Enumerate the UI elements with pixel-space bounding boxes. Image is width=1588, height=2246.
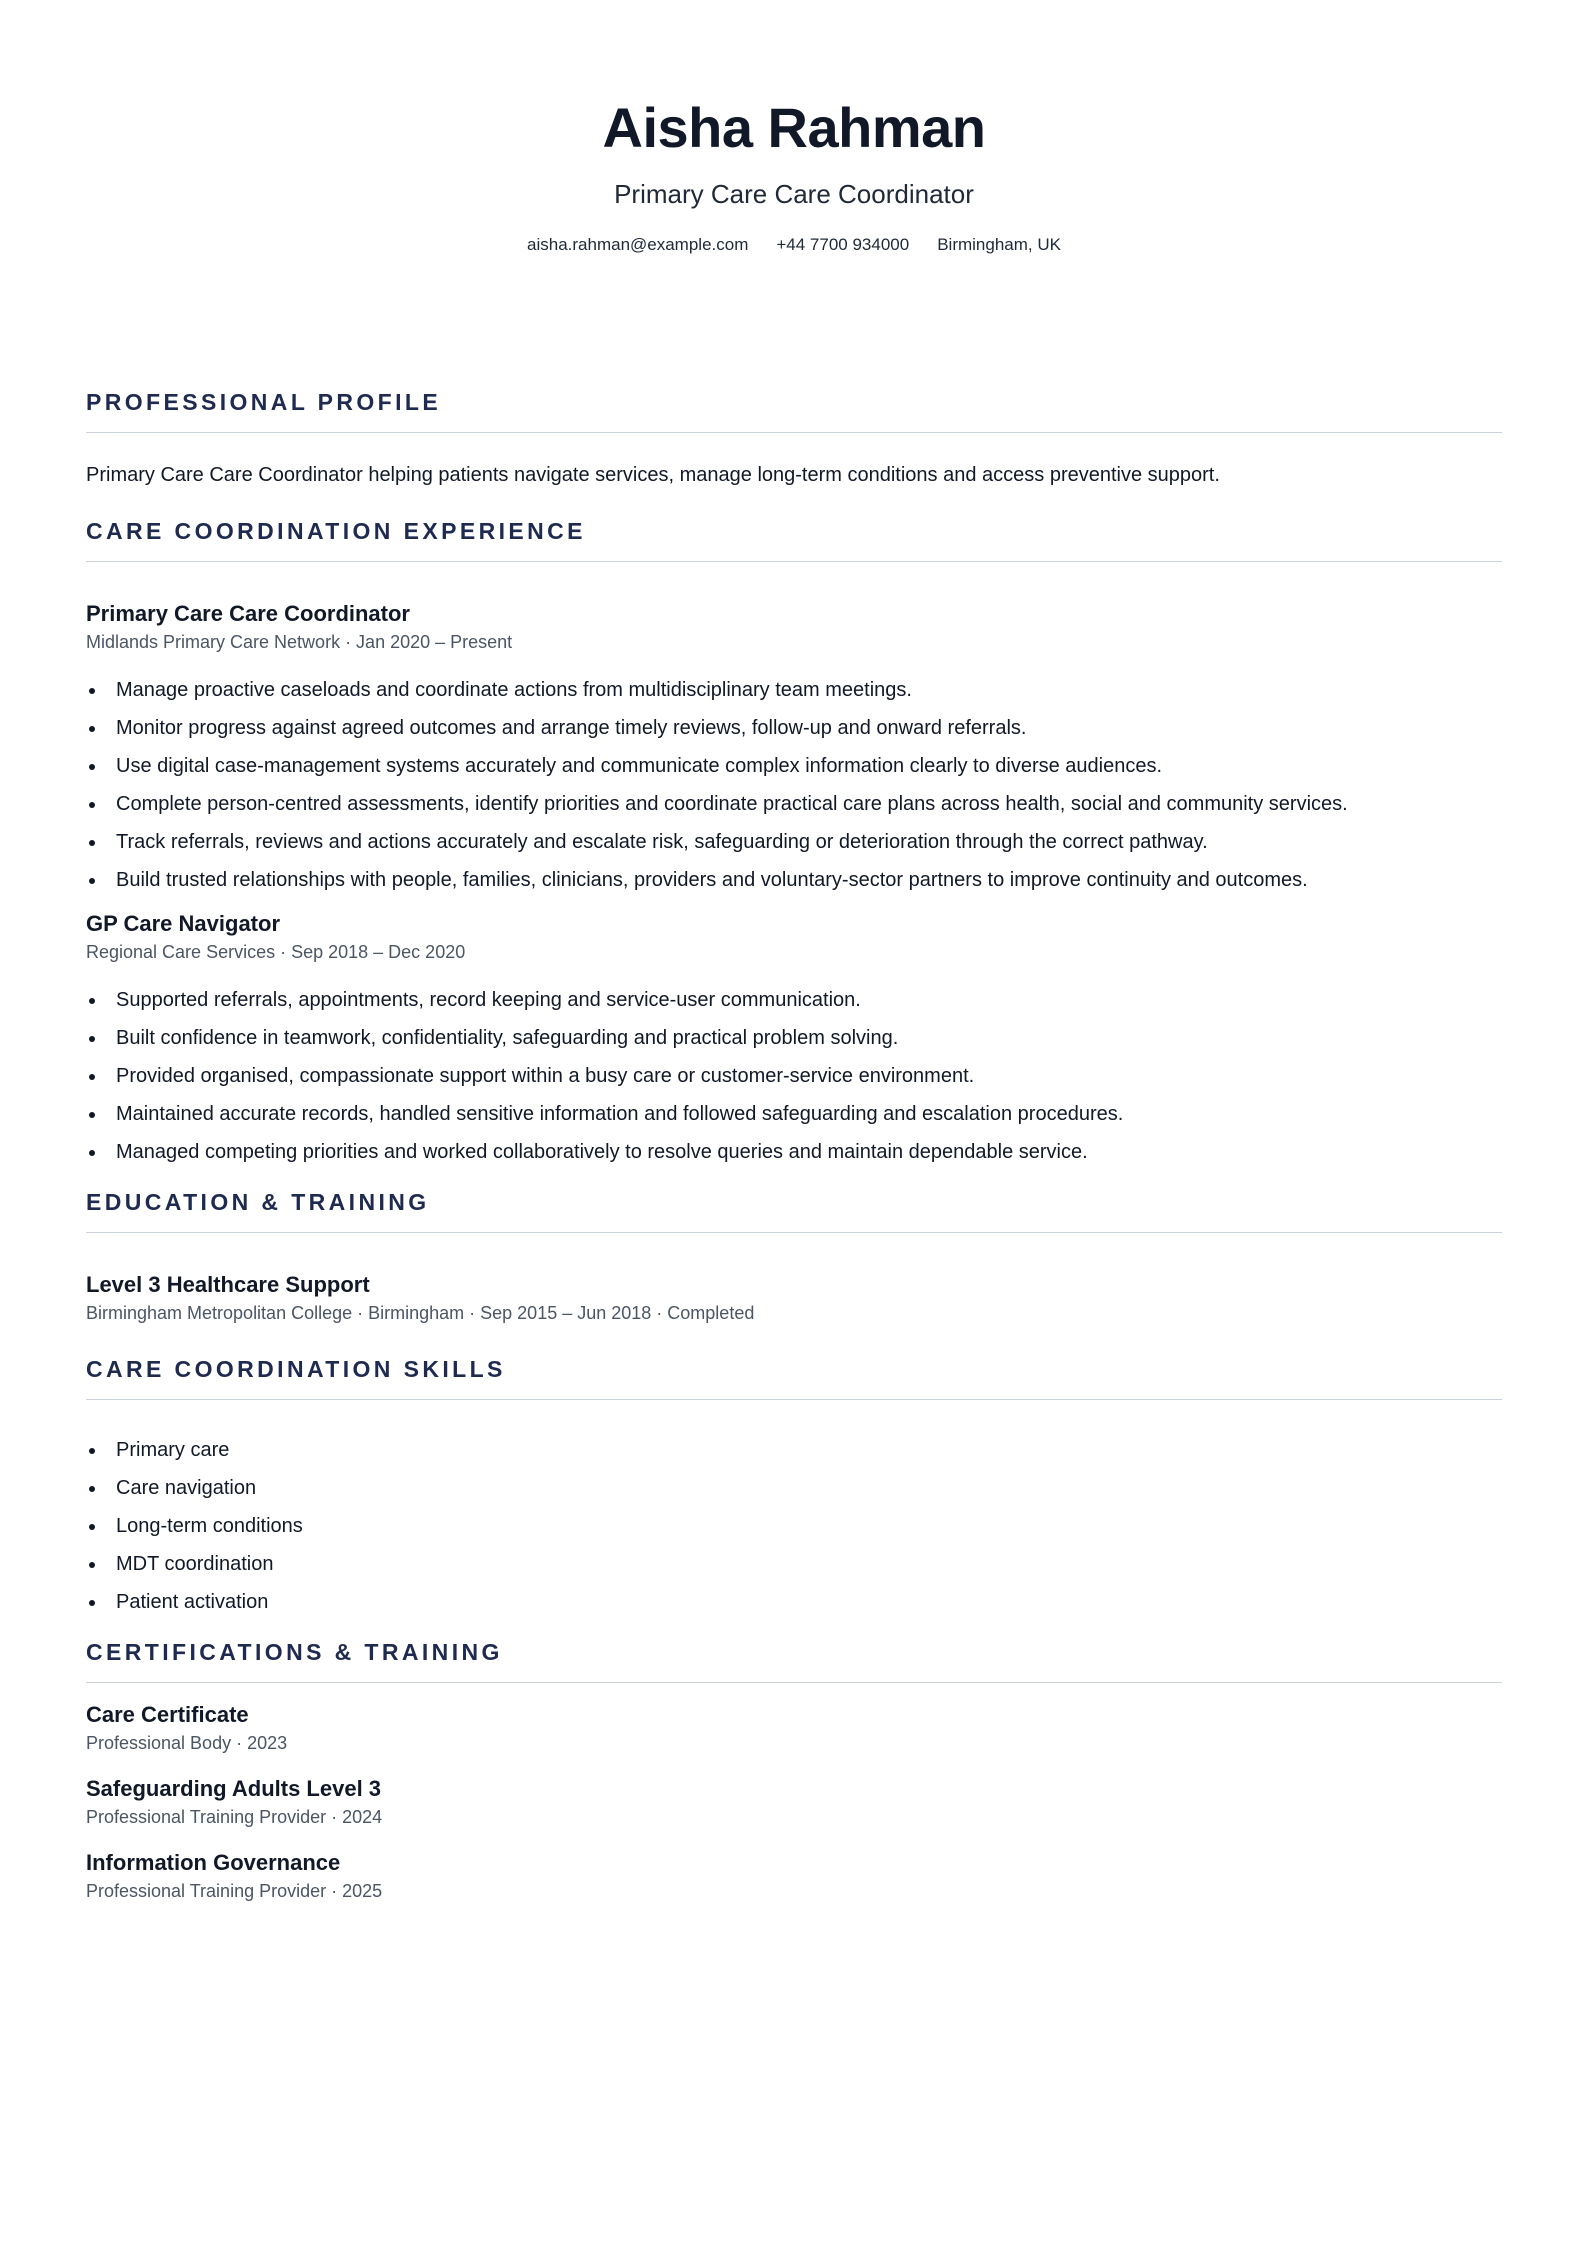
certification-name: Information Governance xyxy=(86,1850,341,1875)
candidate-headline: Primary Care Care Coordinator xyxy=(614,179,974,209)
job-meta: Midlands Primary Care Network · Jan 2020 – Present xyxy=(86,632,513,652)
certification-meta: Professional Training Provider · 2025 xyxy=(86,1881,383,1901)
list-item: Manage proactive caseloads and coordinate actions from multidisciplinary team meetings. xyxy=(86,676,1502,704)
skill-item: MDT coordination xyxy=(86,1550,1502,1578)
education-section xyxy=(86,1188,1502,1325)
section-divider xyxy=(86,561,1502,562)
job-meta: Regional Care Services · Sep 2018 – Dec 2020 xyxy=(86,942,466,962)
section-divider xyxy=(86,432,1502,433)
contact-email[interactable]: aisha.rahman@example.com xyxy=(527,235,749,254)
list-item: Managed competing priorities and worked collaboratively to resolve queries and maintain dependable service. xyxy=(86,1138,1502,1166)
resume-header xyxy=(86,0,1502,256)
education-meta: Birmingham Metropolitan College · Birmingham · Sep 2015 – Jun 2018 · Completed xyxy=(86,1303,755,1323)
contact-phone[interactable]: +44 7700 934000 xyxy=(776,235,910,254)
list-item: Built confidence in teamwork, confidentiality, safeguarding and practical problem solving. xyxy=(86,1024,1502,1052)
job-entry xyxy=(86,910,1502,1166)
certification-entry xyxy=(86,1775,1502,1829)
list-item: Track referrals, reviews and actions accurately and escalate risk, safeguarding or deterioration through the correct pathway. xyxy=(86,828,1502,856)
job-title: Primary Care Care Coordinator xyxy=(86,601,410,626)
job-bullets xyxy=(86,676,1502,894)
skill-item: Primary care xyxy=(86,1436,1502,1464)
job-entry xyxy=(86,600,1502,894)
certifications-section xyxy=(86,1638,1502,1903)
contact-line xyxy=(86,234,1502,256)
section-divider xyxy=(86,1399,1502,1400)
certification-meta: Professional Training Provider · 2024 xyxy=(86,1807,383,1827)
list-item: Complete person-centred assessments, identify priorities and coordinate practical care plans across health, social and community services. xyxy=(86,790,1502,818)
certification-name: Care Certificate xyxy=(86,1702,249,1727)
section-title-profile: PROFESSIONAL PROFILE xyxy=(86,389,442,415)
certification-name: Safeguarding Adults Level 3 xyxy=(86,1776,382,1801)
list-item: Maintained accurate records, handled sensitive information and followed safeguarding and escalation procedures. xyxy=(86,1100,1502,1128)
skills-section xyxy=(86,1355,1502,1616)
section-title-certifications: CERTIFICATIONS & TRAINING xyxy=(86,1639,503,1665)
section-divider xyxy=(86,1232,1502,1233)
education-entry xyxy=(86,1271,1502,1325)
list-item: Use digital case-management systems accurately and communicate complex information clearly to diverse audiences. xyxy=(86,752,1502,780)
list-item: Monitor progress against agreed outcomes and arrange timely reviews, follow-up and onward referrals. xyxy=(86,714,1502,742)
job-bullets xyxy=(86,986,1502,1166)
profile-section xyxy=(86,388,1502,489)
certification-entry xyxy=(86,1701,1502,1755)
list-item: Supported referrals, appointments, record keeping and service-user communication. xyxy=(86,986,1502,1014)
skill-item: Patient activation xyxy=(86,1588,1502,1616)
section-title-skills: CARE COORDINATION SKILLS xyxy=(86,1356,506,1382)
certification-entry xyxy=(86,1849,1502,1903)
education-name: Level 3 Healthcare Support xyxy=(86,1272,370,1297)
section-divider xyxy=(86,1682,1502,1683)
experience-section xyxy=(86,517,1502,1166)
skill-item: Care navigation xyxy=(86,1474,1502,1502)
list-item: Build trusted relationships with people, families, clinicians, providers and voluntary-sector partners to improve continuity and outcomes. xyxy=(86,866,1502,894)
job-title: GP Care Navigator xyxy=(86,911,281,936)
contact-location: Birmingham, UK xyxy=(937,235,1061,254)
profile-summary: Primary Care Care Coordinator helping patients navigate services, manage long-term conditions and access preventive support. xyxy=(86,464,1220,486)
candidate-name: Aisha Rahman xyxy=(602,96,986,159)
section-title-education: EDUCATION & TRAINING xyxy=(86,1189,430,1215)
section-title-experience: CARE COORDINATION EXPERIENCE xyxy=(86,518,586,544)
skill-item: Long-term conditions xyxy=(86,1512,1502,1540)
skills-list xyxy=(86,1436,1502,1616)
list-item: Provided organised, compassionate support within a busy care or customer-service environment. xyxy=(86,1062,1502,1090)
certification-meta: Professional Body · 2023 xyxy=(86,1733,288,1753)
